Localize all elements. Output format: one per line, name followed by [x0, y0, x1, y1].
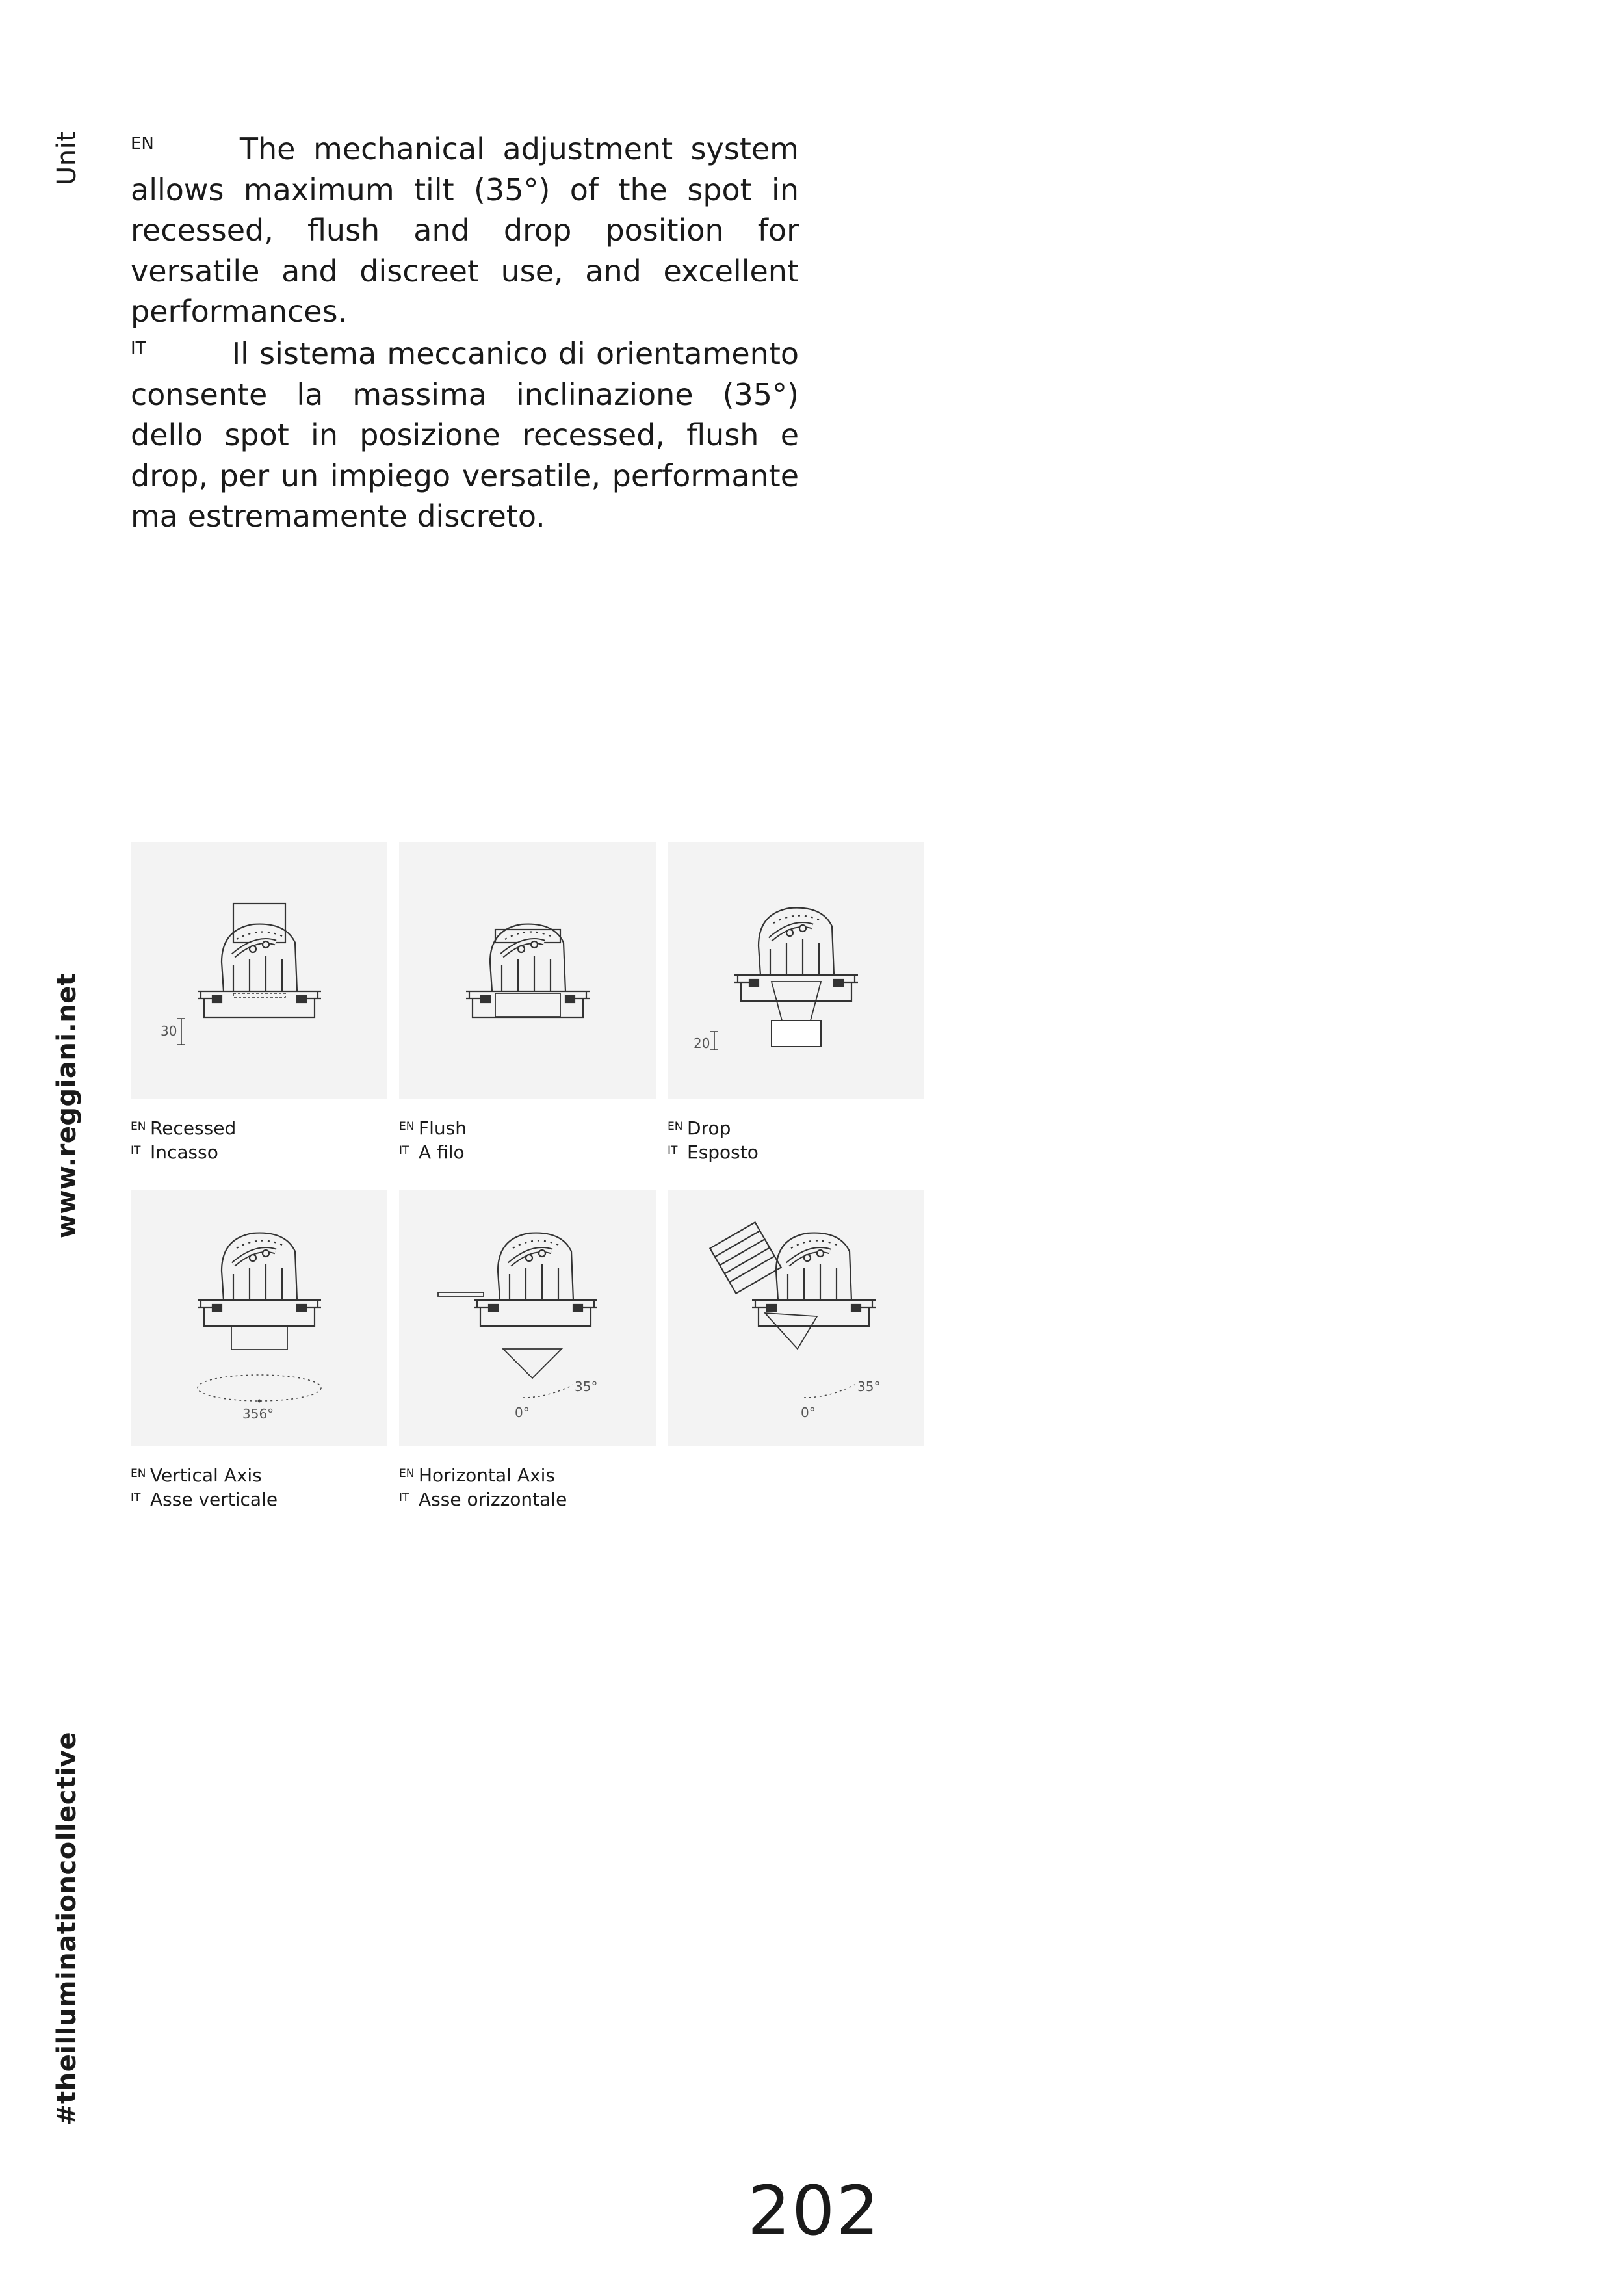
angle-label-356: 356°	[242, 1406, 274, 1422]
intro-paragraph-en	[131, 124, 799, 332]
caption-drop: EN Drop IT Esposto	[668, 1117, 759, 1163]
angle-label-0-b: 0°	[801, 1405, 816, 1420]
diagram-tilt	[668, 1190, 924, 1446]
angle-label-35-b: 35°	[857, 1379, 881, 1394]
angle-label-0: 0°	[515, 1405, 530, 1420]
caption-recessed: EN Recessed IT Incasso	[131, 1117, 237, 1163]
diagram-vertical-axis	[131, 1190, 387, 1446]
intro-text-it: Il sistema meccanico di orientamento consente la massima inclinazione (35°) dello spot in posizione recessed, flush e drop, per un impiego versatile, performante ma estremamente discreto.	[131, 336, 799, 534]
intro-paragraph-it	[131, 328, 799, 537]
lang-tag-en: EN	[131, 134, 154, 153]
diagram-flush	[399, 842, 656, 1099]
angle-label-35: 35°	[575, 1379, 598, 1394]
diagram-recessed	[131, 842, 387, 1099]
caption-flush: EN Flush IT A filo	[399, 1117, 467, 1163]
caption-horizontal-axis: EN Horizontal Axis IT Asse orizzontale	[399, 1465, 567, 1510]
diagram-horizontal-axis	[399, 1190, 656, 1446]
dim-label-30: 30	[161, 1023, 177, 1039]
diagram-drop	[668, 842, 924, 1099]
dim-label-20: 20	[694, 1036, 710, 1051]
section-label: Unit	[52, 131, 82, 185]
page-number: 202	[747, 2171, 881, 2250]
lang-tag-it: IT	[131, 339, 146, 358]
hashtag-label: #theilluminationcollective	[52, 1732, 82, 2126]
intro-text-en: The mechanical adjustment system allows maximum tilt (35°) of the spot in recessed, flush and drop position for versatile and discreet use, and excellent performances.	[131, 131, 799, 329]
caption-vertical-axis: EN Vertical Axis IT Asse verticale	[131, 1465, 278, 1510]
website-link[interactable]: www.reggiani.net	[52, 972, 82, 1238]
